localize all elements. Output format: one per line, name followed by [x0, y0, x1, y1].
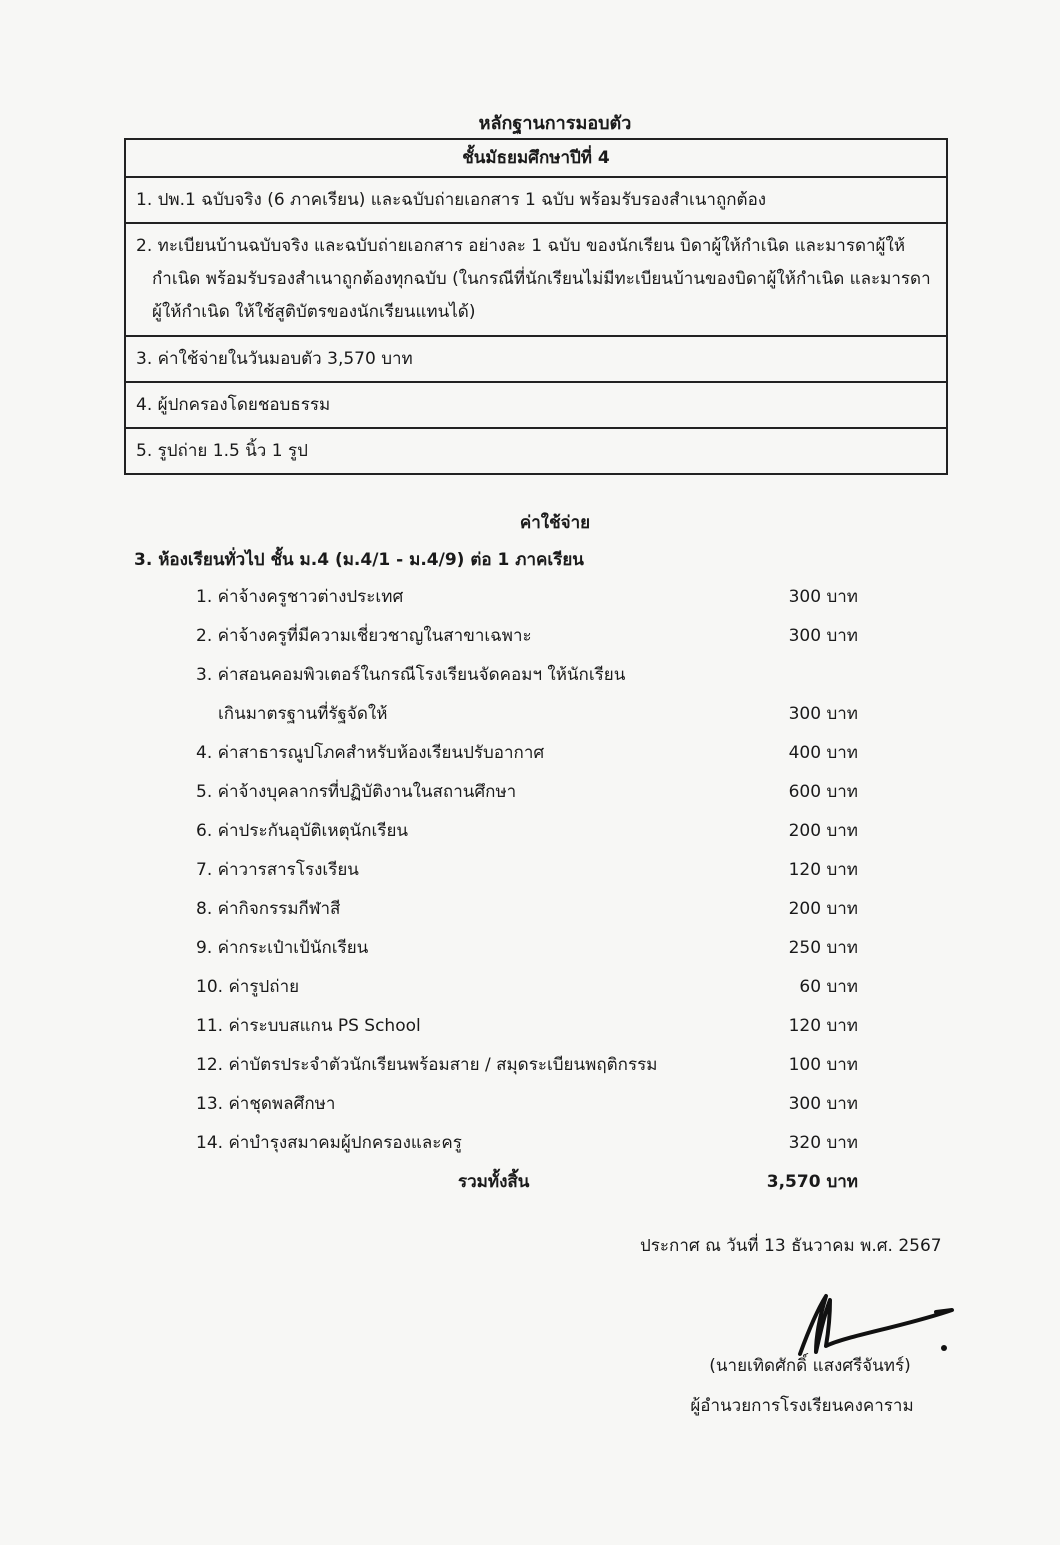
- requirement-item: 1. ปพ.1 ฉบับจริง (6 ภาคเรียน) และฉบับถ่ายเอกสาร 1 ฉบับ พร้อมรับรองสำเนาถูกต้อง: [125, 177, 947, 223]
- table-row: [125, 177, 947, 223]
- requirement-item: 5. รูปถ่าย 1.5 นิ้ว 1 รูป: [125, 428, 947, 474]
- fee-label: 10. ค่ารูปถ่าย: [196, 977, 300, 997]
- grade-level-header: ชั้นมัธยมศึกษาปีที่ 4: [125, 139, 947, 177]
- fee-amount: 300 บาท: [788, 1094, 858, 1114]
- fee-item: [196, 580, 866, 619]
- fee-list: [196, 580, 866, 1204]
- fee-item: [196, 1087, 866, 1126]
- fee-label: 11. ค่าระบบสแกน PS School: [196, 1016, 421, 1036]
- fee-item: [196, 853, 866, 892]
- fee-item: [196, 1048, 866, 1087]
- fee-item: [196, 619, 866, 658]
- fee-amount: 600 บาท: [788, 782, 858, 802]
- fee-item: [196, 658, 866, 697]
- requirements-table: [124, 138, 948, 475]
- fee-label-continued: เกินมาตรฐานที่รัฐจัดให้: [218, 704, 388, 724]
- fee-label: 14. ค่าบำรุงสมาคมผู้ปกครองและครู: [196, 1133, 462, 1153]
- fee-item: [196, 1126, 866, 1165]
- fee-amount: 200 บาท: [788, 821, 858, 841]
- table-row: [125, 139, 947, 177]
- fee-amount: 300 บาท: [788, 587, 858, 607]
- fees-section-title: 3. ห้องเรียนทั่วไป ชั้น ม.4 (ม.4/1 - ม.4/9) ต่อ 1 ภาคเรียน: [134, 550, 584, 570]
- table-row: [125, 382, 947, 428]
- fee-total-row: [196, 1165, 866, 1204]
- fees-heading: ค่าใช้จ่าย: [519, 513, 591, 533]
- fee-label: 12. ค่าบัตรประจำตัวนักเรียนพร้อมสาย / สมุดระเบียนพฤติกรรม: [196, 1055, 658, 1075]
- fee-label: 2. ค่าจ้างครูที่มีความเชี่ยวชาญในสาขาเฉพาะ: [196, 626, 532, 646]
- announcement-date: ประกาศ ณ วันที่ 13 ธันวาคม พ.ศ. 2567: [640, 1236, 942, 1256]
- fee-label: 13. ค่าชุดพลศึกษา: [196, 1094, 336, 1114]
- fee-item: [196, 736, 866, 775]
- fee-label: 5. ค่าจ้างบุคลากรที่ปฏิบัติงานในสถานศึกษา: [196, 782, 517, 802]
- fee-item: [196, 892, 866, 931]
- fee-amount: 60 บาท: [799, 977, 858, 997]
- table-row: [125, 336, 947, 382]
- fee-item: [196, 814, 866, 853]
- document-heading: หลักฐานการมอบตัว: [478, 113, 632, 134]
- fee-amount: 250 บาท: [788, 938, 858, 958]
- fee-item: [196, 970, 866, 1009]
- fee-amount: 400 บาท: [788, 743, 858, 763]
- fee-label: 1. ค่าจ้างครูชาวต่างประเทศ: [196, 587, 404, 607]
- fee-label: 6. ค่าประกันอุบัติเหตุนักเรียน: [196, 821, 409, 841]
- fee-label: 4. ค่าสาธารณูปโภคสำหรับห้องเรียนปรับอากาศ: [196, 743, 545, 763]
- fee-total-label: รวมทั้งสิ้น: [458, 1172, 530, 1192]
- fee-total-amount: 3,570 บาท: [766, 1172, 858, 1192]
- fee-amount: 320 บาท: [788, 1133, 858, 1153]
- fee-amount: 100 บาท: [788, 1055, 858, 1075]
- fee-label: 7. ค่าวารสารโรงเรียน: [196, 860, 359, 880]
- fee-label: 8. ค่ากิจกรรมกีฬาสี: [196, 899, 341, 919]
- table-row: [125, 223, 947, 336]
- fee-amount: 300 บาท: [788, 704, 858, 724]
- signer-name: (นายเทิดศักดิ์ แสงศรีจันทร์): [709, 1356, 911, 1376]
- requirement-item: 4. ผู้ปกครองโดยชอบธรรม: [125, 382, 947, 428]
- fee-item: [196, 775, 866, 814]
- fee-item: [196, 931, 866, 970]
- signer-title: ผู้อำนวยการโรงเรียนคงคาราม: [690, 1396, 914, 1416]
- requirement-item: 3. ค่าใช้จ่ายในวันมอบตัว 3,570 บาท: [125, 336, 947, 382]
- requirement-text: 2. ทะเบียนบ้านฉบับจริง และฉบับถ่ายเอกสาร อย่างละ 1 ฉบับ ของนักเรียน บิดาผู้ให้กำเนิด และมารดาผู้ให้กำเนิด พร้อมรับรองสำเนาถูกต้องทุกฉบับ (ในกรณีที่นักเรียนไม่มีทะเบียนบ้านของบิดาผู้ให้กำเนิด และมารดาผู้ให้กำเนิด ให้ใช้สูติบัตรของนักเรียนแทนได้): [136, 236, 931, 322]
- fee-amount: 120 บาท: [788, 1016, 858, 1036]
- fee-amount: 200 บาท: [788, 899, 858, 919]
- fee-label: 9. ค่ากระเป๋าเป้นักเรียน: [196, 938, 369, 958]
- requirement-item: [125, 223, 947, 336]
- table-row: [125, 428, 947, 474]
- fee-label: 3. ค่าสอนคอมพิวเตอร์ในกรณีโรงเรียนจัดคอมฯ ให้นักเรียน: [196, 665, 626, 685]
- fee-amount: 300 บาท: [788, 626, 858, 646]
- fee-amount: 120 บาท: [788, 860, 858, 880]
- fee-item: [196, 1009, 866, 1048]
- fee-item-continued: [196, 697, 866, 736]
